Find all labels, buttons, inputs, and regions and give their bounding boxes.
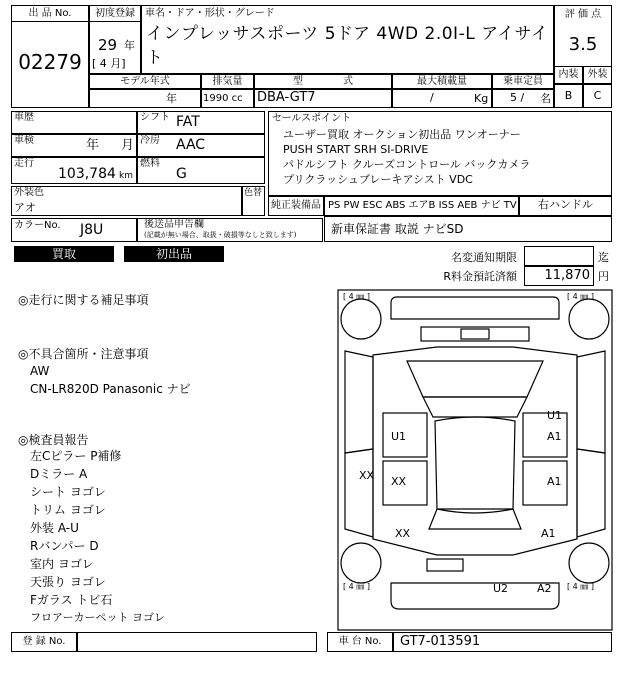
type-label: 型 式 bbox=[254, 74, 392, 89]
car-name-label: 車名・ドア・形状・グレード bbox=[145, 8, 275, 19]
registration-year-unit: 年 bbox=[124, 39, 135, 52]
registration-month: [ 4 月] bbox=[92, 57, 126, 70]
car-name: インプレッサスポーツ 5ドア 4WD 2.0I-L アイサイト bbox=[146, 24, 549, 68]
max-load-slash: / bbox=[430, 91, 434, 104]
inspector-item: Rバンパー D bbox=[30, 539, 99, 553]
history-label: 車歴 bbox=[14, 112, 34, 123]
warranty-value: 新車保証書 取説 ナビSD bbox=[331, 222, 464, 236]
chassis-number: GT7-013591 bbox=[400, 634, 481, 649]
color-change-label: 色替 bbox=[244, 188, 263, 198]
registration-number-label: 登 録 No. bbox=[22, 636, 66, 647]
displacement-value: 1990 cc bbox=[203, 93, 243, 104]
exterior-color-value: アオ bbox=[14, 201, 36, 214]
damage-mark: U2 bbox=[493, 582, 509, 595]
equipment-label: 純正装備品 bbox=[271, 200, 321, 211]
sales-point-line: パドルシフト クルーズコントロール バックカメラ bbox=[283, 158, 531, 171]
rear-bumper bbox=[391, 583, 559, 609]
rating-value: 3.5 bbox=[568, 34, 598, 55]
mileage-value: 103,784 bbox=[58, 166, 116, 182]
interior-grade: B bbox=[554, 84, 583, 108]
tire-depth-right-bottom: [ 4 ㎜ ] bbox=[567, 582, 594, 591]
inspection-year: 年 bbox=[86, 138, 100, 153]
shift-label: シフト bbox=[140, 112, 170, 123]
first-registration-label: 初度登録 bbox=[89, 5, 141, 22]
rear-plate bbox=[427, 559, 463, 571]
interior-label: 内装 bbox=[554, 66, 583, 84]
recycle-value: 11,870 bbox=[544, 268, 590, 283]
car-damage-diagram bbox=[337, 289, 613, 631]
damage-mark: XX bbox=[391, 475, 407, 488]
buyback-tag: 買取 bbox=[14, 246, 114, 262]
tire-depth-right-top: [ 4 ㎜ ] bbox=[567, 292, 594, 301]
registration-year: 29 bbox=[98, 36, 118, 54]
shift-value: FAT bbox=[176, 114, 200, 130]
damage-mark: XX bbox=[395, 527, 411, 540]
ac-value: AAC bbox=[176, 137, 206, 153]
max-load-label: 最大積載量 bbox=[392, 74, 492, 89]
model-year-label: モデル年式 bbox=[89, 74, 201, 89]
inspector-item: Fガラス トビ石 bbox=[30, 593, 113, 607]
rating-label: 評 価 点 bbox=[564, 9, 602, 20]
lot-number: 02279 bbox=[18, 50, 82, 74]
exterior-label: 外装 bbox=[583, 66, 612, 84]
hood bbox=[407, 361, 543, 397]
inspector-heading: ◎検査員報告 bbox=[18, 433, 89, 447]
name-change-field bbox=[524, 246, 594, 266]
mileage-label: 走行 bbox=[14, 158, 34, 169]
driving-notes-heading: ◎走行に関する補足事項 bbox=[18, 293, 149, 307]
front-bumper bbox=[391, 297, 559, 319]
recycle-unit: 円 bbox=[598, 270, 609, 283]
ac-label: 冷房 bbox=[140, 135, 160, 146]
right-rear-side-panel bbox=[577, 449, 605, 537]
tire-depth-left-top: [ 4 ㎜ ] bbox=[343, 292, 370, 301]
fuel-value: G bbox=[176, 166, 187, 182]
tire-front-right-circle bbox=[569, 299, 609, 339]
color-number-value: J8U bbox=[80, 222, 104, 238]
damage-mark: U1 bbox=[547, 409, 563, 422]
defects-heading: ◎不具合箇所・注意事項 bbox=[18, 347, 149, 361]
equipment-items: PS PW ESC ABS エアB ISS AEB ナビ TV bbox=[328, 200, 517, 211]
tire-front-left-circle bbox=[341, 299, 381, 339]
capacity-unit: 名 bbox=[540, 92, 551, 105]
sales-point-line: プリクラッシュブレーキアシスト VDC bbox=[283, 173, 473, 186]
damage-mark: A1 bbox=[547, 430, 562, 443]
model-year-cell bbox=[89, 89, 201, 108]
inspector-item: 天張り ヨゴレ bbox=[30, 575, 106, 589]
rear-window bbox=[429, 509, 521, 529]
damage-mark: A1 bbox=[547, 475, 562, 488]
defect-item: AW bbox=[30, 364, 50, 378]
tire-depth-left-bottom: [ 4 ㎜ ] bbox=[343, 582, 370, 591]
damage-mark: U1 bbox=[391, 430, 407, 443]
inspector-item: 室内 ヨゴレ bbox=[30, 557, 94, 571]
capacity-label: 乗車定員 bbox=[492, 74, 554, 89]
capacity-value: 5 / bbox=[510, 91, 525, 104]
sales-points-label: セールスポイント bbox=[272, 113, 352, 124]
inspection-month: 月 bbox=[121, 138, 135, 153]
right-side-panel bbox=[577, 351, 605, 453]
aftermarket-label: 後送品申告欄 bbox=[144, 219, 204, 230]
steering-value: 右ハンドル bbox=[538, 198, 593, 211]
recycle-label: R料金預託済額 bbox=[443, 270, 517, 283]
damage-mark: A1 bbox=[541, 527, 556, 540]
windshield bbox=[423, 397, 527, 417]
color-number-label: カラーNo. bbox=[14, 220, 61, 231]
mileage-unit: km bbox=[119, 171, 133, 181]
inspector-item: トリム ヨゴレ bbox=[30, 503, 106, 517]
exterior-color-label: 外装色 bbox=[14, 187, 44, 198]
front-plate bbox=[461, 329, 489, 339]
fuel-label: 燃料 bbox=[140, 158, 160, 169]
inspector-item: シート ヨゴレ bbox=[30, 485, 106, 499]
sales-point-line: PUSH START SRH SI-DRIVE bbox=[283, 143, 429, 156]
damage-mark: XX bbox=[359, 469, 375, 482]
max-load-unit: Kg bbox=[474, 92, 489, 105]
exterior-color-cell bbox=[11, 186, 242, 216]
roof bbox=[435, 417, 515, 513]
name-change-label: 名変通知期限 bbox=[451, 251, 517, 264]
chassis-number-label: 車 台 No. bbox=[338, 636, 382, 647]
car-body-outline bbox=[373, 347, 577, 555]
displacement-label: 排気量 bbox=[201, 74, 254, 89]
first-listing-tag: 初出品 bbox=[124, 246, 224, 262]
lot-number-label: 出 品 No. bbox=[11, 5, 89, 22]
tire-rear-left-circle bbox=[341, 543, 381, 583]
model-year-unit: 年 bbox=[166, 92, 177, 105]
inspector-item: 左Cピラー P補修 bbox=[30, 449, 122, 463]
tire-rear-right-circle bbox=[569, 543, 609, 583]
inspector-item: 外装 A-U bbox=[30, 521, 79, 535]
inspector-item: Dミラー A bbox=[30, 467, 88, 481]
left-rear-side-panel bbox=[345, 449, 373, 537]
type-value: DBA-GT7 bbox=[257, 90, 316, 105]
aftermarket-note: (記載が無い場合、取扱・破損等なしと致します) bbox=[144, 231, 297, 239]
damage-mark: A2 bbox=[537, 582, 552, 595]
registration-number-field bbox=[77, 632, 317, 652]
left-side-panel bbox=[345, 351, 373, 453]
name-change-unit: 迄 bbox=[598, 251, 609, 264]
inspection-label: 車検 bbox=[14, 135, 34, 146]
inspector-item: フロアーカーペット ヨゴレ bbox=[30, 611, 165, 624]
sales-point-line: ユーザー買取 オークション初出品 ワンオーナー bbox=[283, 128, 521, 141]
exterior-grade: C bbox=[583, 84, 612, 108]
defect-item: CN-LR820D Panasonic ナビ bbox=[30, 382, 191, 396]
